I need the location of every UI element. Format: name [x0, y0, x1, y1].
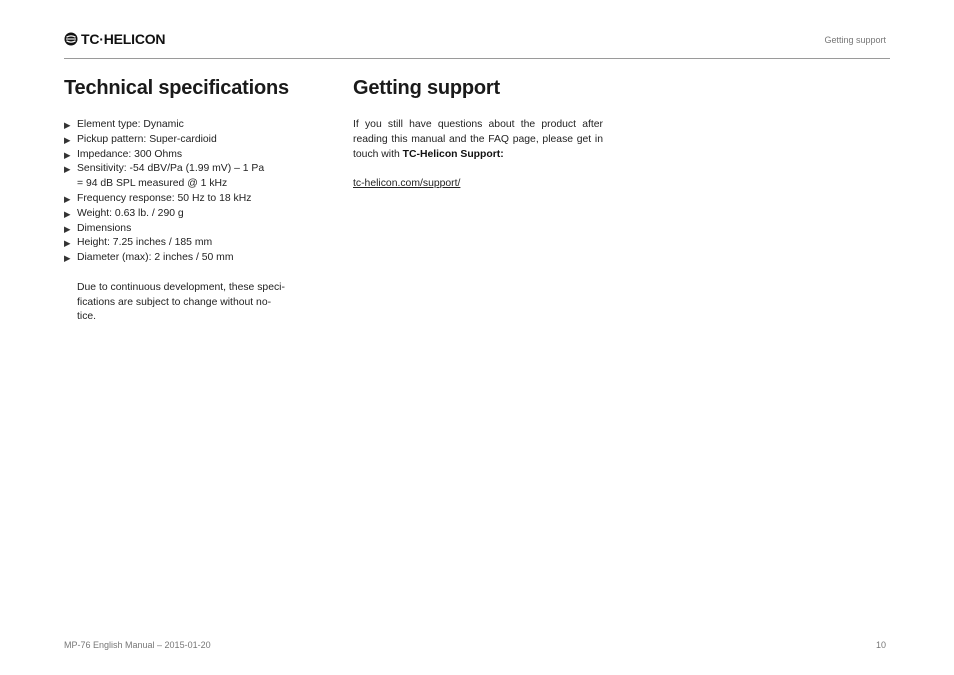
- spec-note: [77, 281, 319, 325]
- spec-item: [64, 207, 319, 222]
- spec-item: [64, 148, 319, 163]
- spec-item: [64, 192, 319, 207]
- footer-doc-info: MP-76 English Manual – 2015-01-20: [64, 640, 211, 650]
- spec-note-line: tice.: [77, 311, 97, 323]
- spec-note-line: Due to continuous development, these speci-: [77, 281, 285, 293]
- tc-helicon-logo-icon: [64, 32, 78, 46]
- bullet-arrow-icon: ▶: [64, 238, 71, 249]
- logo-text: TC·HELICON: [81, 31, 166, 47]
- spec-item-text: Height: 7.25 inches / 185 mm: [77, 237, 213, 249]
- spec-item: [64, 118, 319, 133]
- running-head: Getting support: [824, 35, 886, 45]
- spec-item: [64, 133, 319, 148]
- spec-item-text: Impedance: 300 Ohms: [77, 148, 183, 160]
- spec-item-text: Pickup pattern: Super-cardioid: [77, 133, 217, 145]
- spec-note-line: fications are subject to change without no-: [77, 296, 272, 308]
- support-text: [353, 118, 603, 162]
- spec-item-text: Sensitivity: -54 dBV/Pa (1.99 mV) – 1 Pa: [77, 163, 265, 175]
- bullet-arrow-icon: ▶: [64, 149, 71, 160]
- spec-item: [64, 162, 319, 192]
- page-number: 10: [875, 640, 886, 650]
- bullet-arrow-icon: ▶: [64, 120, 71, 130]
- page-header: [64, 30, 890, 59]
- spec-item-text: Diameter (max): 2 inches / 50 mm: [77, 252, 234, 264]
- support-section: [353, 76, 603, 192]
- bullet-arrow-icon: ▶: [64, 253, 71, 264]
- bullet-arrow-icon: ▶: [64, 164, 71, 175]
- bullet-arrow-icon: ▶: [64, 193, 71, 204]
- spec-item-text: Dimensions: [77, 222, 132, 234]
- spec-item-text: Frequency response: 50 Hz to 18 kHz: [77, 192, 252, 204]
- tech-specs-title: Technical specifications: [64, 77, 289, 99]
- spec-list: [64, 118, 319, 266]
- spec-item-text: Weight: 0.63 lb. / 290 g: [77, 207, 184, 219]
- spec-item-text: Element type: Dynamic: [77, 119, 184, 130]
- spec-item: [64, 236, 319, 251]
- bullet-arrow-icon: ▶: [64, 134, 71, 145]
- support-text-bold: TC-Helicon Support:: [402, 148, 504, 160]
- spec-item-text: = 94 dB SPL measured @ 1 kHz: [77, 178, 228, 190]
- bullet-arrow-icon: ▶: [64, 208, 71, 219]
- support-text-body: If you still have questions about the product after reading this manual and the FAQ page, please get in touch with: [353, 119, 603, 160]
- bullet-arrow-icon: ▶: [64, 223, 71, 234]
- spec-item: [64, 251, 319, 266]
- support-title: Getting support: [353, 77, 500, 99]
- support-link[interactable]: tc-helicon.com/support/: [353, 178, 461, 190]
- spec-item: [64, 222, 319, 237]
- tech-specs-section: [64, 76, 319, 325]
- tc-helicon-logo: [64, 32, 165, 46]
